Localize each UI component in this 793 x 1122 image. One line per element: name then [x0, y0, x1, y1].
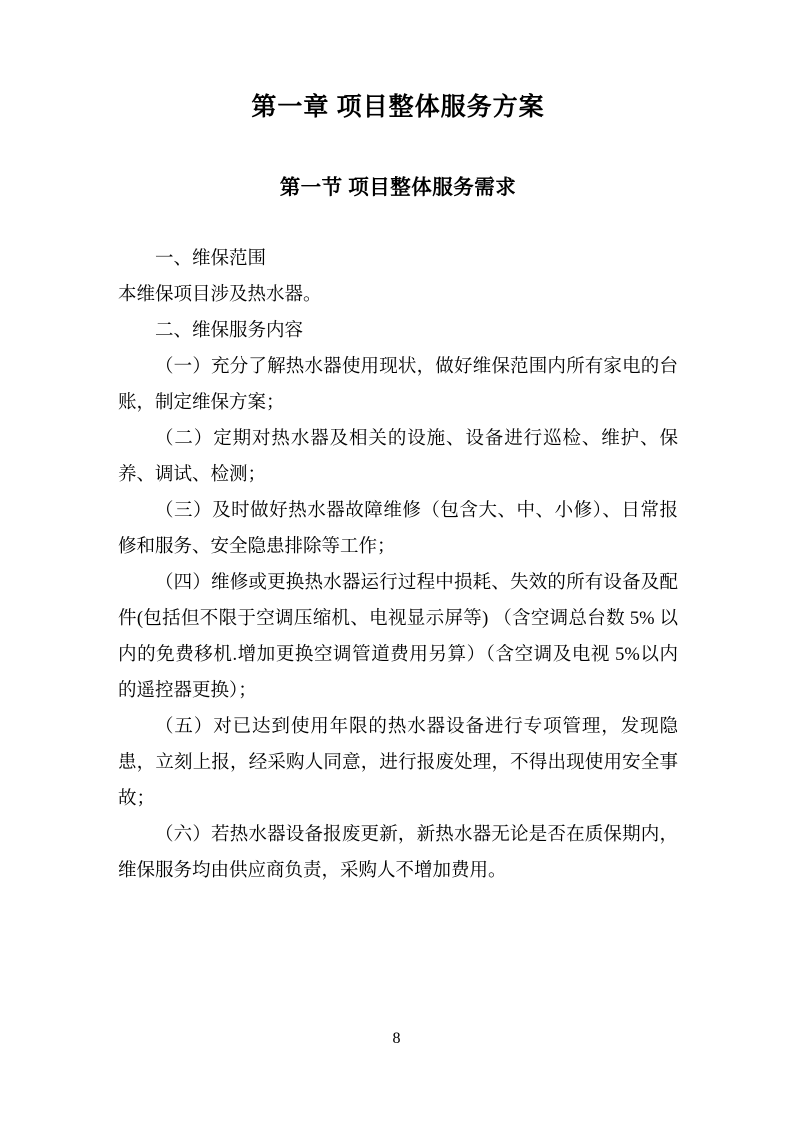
paragraph: （五）对已达到使用年限的热水器设备进行专项管理，发现隐患，立刻上报，经采购人同意，进行报废处理，不得出现使用安全事故； [118, 717, 678, 810]
paragraph: （四）维修或更换热水器运行过程中损耗、失效的所有设备及配件(包括但不限于空调压缩机、电视显示屏等) （含空调总台数 5% 以内的免费移机.增加更换空调管道费用另算）（含空调及电视 5%以内的遥控器更换）； [118, 573, 678, 702]
paragraph: （二）定期对热水器及相关的设施、设备进行巡检、维护、保养、调试、检测； [118, 429, 678, 486]
paragraph: （六）若热水器设备报废更新，新热水器无论是否在质保期内，维保服务均由供应商负责，采购人不增加费用。 [118, 825, 678, 882]
chapter-title: 第一章 项目整体服务方案 [251, 94, 545, 121]
section-title: 第一节 项目整体服务需求 [279, 176, 517, 199]
paragraph: 一、维保范围 [155, 249, 267, 270]
page-content [118, 0, 678, 889]
paragraph: （一）充分了解热水器使用现状，做好维保范围内所有家电的台账，制定维保方案； [118, 357, 678, 414]
paragraph: 二、维保服务内容 [155, 321, 304, 342]
paragraph: 本维保项目涉及热水器。 [118, 285, 322, 306]
paragraph: （三）及时做好热水器故障维修（包含大、中、小修）、日常报修和服务、安全隐患排除等工作； [118, 501, 678, 558]
body-text-block [118, 241, 678, 889]
page-number: 8 [392, 1030, 401, 1047]
